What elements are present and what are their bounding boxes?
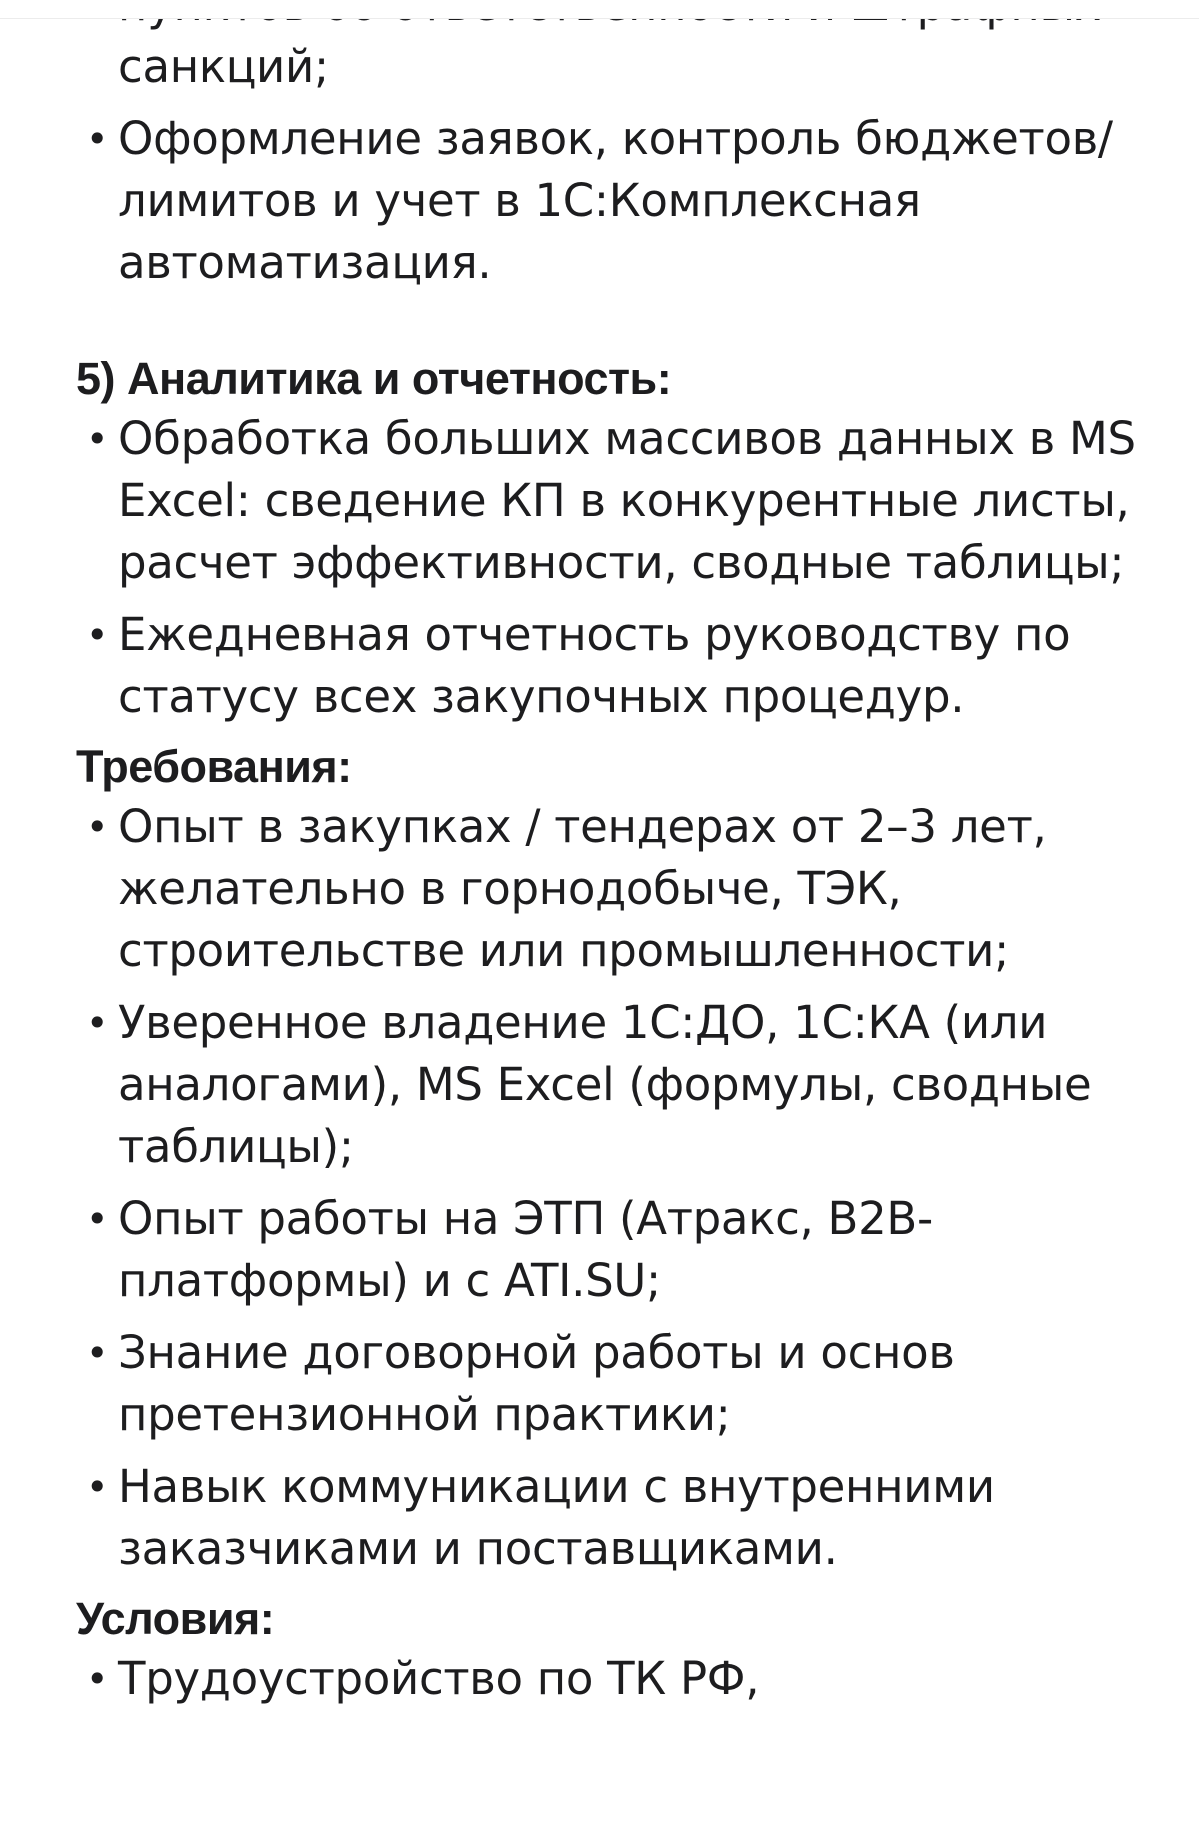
- bullet-icon: •: [86, 417, 109, 461]
- list-item-text: Опыт в закупках / тендерах от 2–3 лет, желательно в горнодобыче, ТЭК, строительстве или промышленности;: [118, 800, 1047, 977]
- bullet-icon: •: [86, 1001, 109, 1045]
- section-heading-conditions: Условия:: [76, 1593, 275, 1644]
- list-item: [76, 604, 1156, 728]
- top-edge-bar: [0, 0, 1199, 19]
- bullet-icon: •: [86, 1465, 109, 1509]
- bullet-icon: •: [86, 805, 109, 849]
- list-item-text: Уверенное владение 1С:ДО, 1С:КА (или аналогами), MS Excel (формулы, сводные таблицы);: [118, 996, 1092, 1173]
- list-item: [76, 1648, 1156, 1710]
- list-item-text: Обработка больших массивов данных в MS Excel: сведение КП в конкурентные листы, расчет эффективности, сводные таблицы;: [118, 412, 1136, 589]
- list-item-text: Знание договорной работы и основ претензионной практики;: [118, 1326, 955, 1441]
- list-item: [76, 1188, 1156, 1312]
- list-item-text: Опыт работы на ЭТП (Атракс, B2B-платформы) и с ATI.SU;: [118, 1192, 933, 1307]
- bullet-icon: •: [86, 1331, 109, 1375]
- list-item: [76, 1456, 1156, 1580]
- bullet-icon: •: [86, 1657, 109, 1701]
- list-item: [76, 992, 1156, 1178]
- list-item: [76, 796, 1156, 982]
- list-item: [76, 1322, 1156, 1446]
- list-item-text: санкций;: [118, 40, 329, 93]
- list-item-text: Оформление заявок, контроль бюджетов/лимитов и учет в 1С:Комплексная автоматизация.: [118, 112, 1113, 289]
- list-item-text: Ежедневная отчетность руководству по статусу всех закупочных процедур.: [118, 608, 1071, 723]
- bullet-icon: •: [86, 613, 109, 657]
- list-item: [76, 408, 1156, 594]
- bullet-icon: •: [86, 117, 109, 161]
- list-item-text: Трудоустройство по ТК РФ,: [118, 1652, 760, 1705]
- document-content: [76, 0, 1156, 1720]
- list-item: [76, 108, 1156, 294]
- section-heading-analytics: 5) Аналитика и отчетность:: [76, 353, 672, 404]
- list-item-text: Навык коммуникации с внутренними заказчиками и поставщиками.: [118, 1460, 995, 1575]
- section-heading-requirements: Требования:: [76, 741, 352, 792]
- bullet-icon: •: [86, 1197, 109, 1241]
